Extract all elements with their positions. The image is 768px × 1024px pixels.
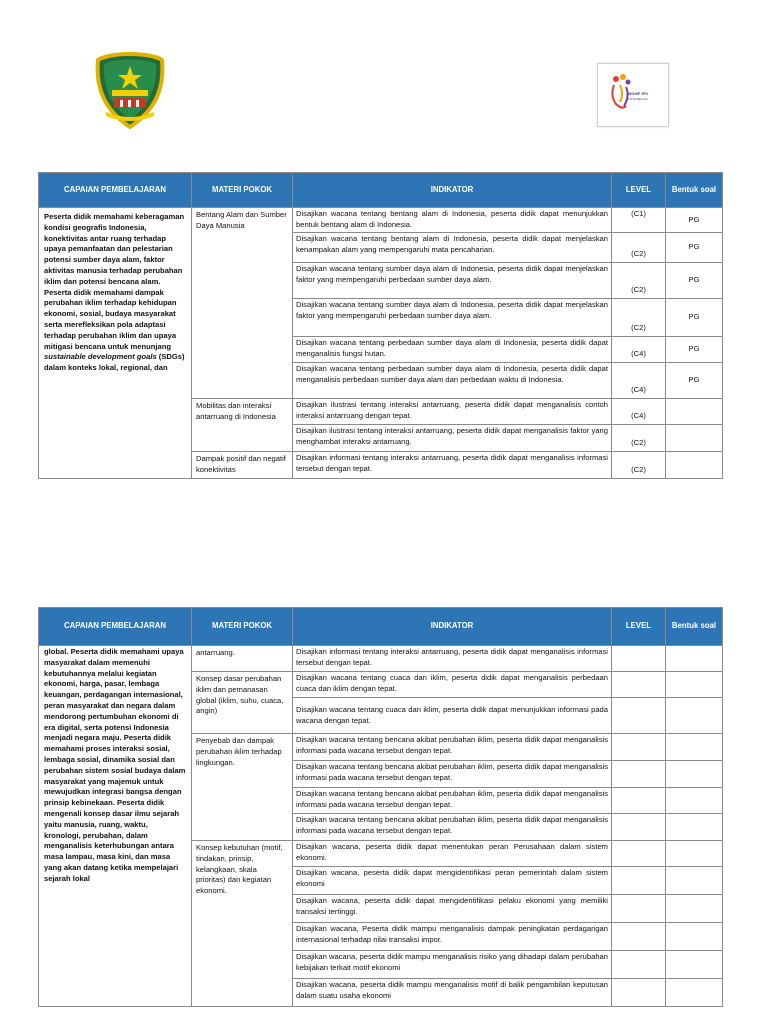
capaian-pembelajaran-cell: Peserta didik memahami keberagaman kondisi geografis Indonesia, konektivitas antar ruang terhadap upaya pemanfaatan dan pelestarian potensi sumber daya alam, faktor aktivitas manusia terhadap perubahan iklim dan potensi bencana alam. Peserta didik memahami dampak perubahan iklim terhadap kehidupan ekonomi, sosial, budaya masyarakat serta merefleksikan pola adaptasi terhadap perubahan iklim dan upaya mitigasi bencana untuk menunjang sustainable development goals (SDGs) dalam konteks lokal, regional, dan [39,208,192,479]
bentuk-soal-cell: PG [666,363,723,399]
level-cell [612,646,666,672]
level-cell [612,814,666,841]
bentuk-soal-cell [666,923,723,951]
materi-pokok-cell: Dampak positif dan negatif konektivitas [192,452,293,479]
indikator-cell: Disajikan wacana tentang bencana akibat perubahan iklim, peserta didik dapat menganalisis informasi pada wacana tersebut dengan tepat. [293,761,612,788]
bentuk-soal-cell: PG [666,208,723,233]
level-cell [612,672,666,698]
indikator-cell: Disajikan wacana tentang bentang alam di Indonesia, peserta didik dapat menjelaskan kenampakan alam yang mempengaruhi mata pencaharian. [293,233,612,263]
logo-title: MGMP IPS [628,91,648,96]
header-capaian: CAPAIAN PEMBELAJARAN [39,173,192,208]
indikator-cell: Disajikan wacana, peserta didik dapat mengidentifikasi pelaku ekonomi yang memiliki transaksi tertinggi. [293,895,612,923]
bentuk-soal-cell [666,788,723,814]
indikator-cell: Disajikan wacana tentang cuaca dan iklim, peserta didik dapat menunjukkan informasi pada wacana dengan tepat. [293,698,612,734]
materi-pokok-cell: Konsep kebutuhan (motif, tindakan, prinsip, kelangkaan, skala prioritas) dan kegiatan ekonomi. [192,841,293,1007]
bentuk-soal-cell [666,425,723,452]
level-cell [612,979,666,1007]
capaian-pembelajaran-cell: global. Peserta didik memahami upaya masyarakat dalam memenuhi kebutuhannya melalui kegiatan ekonomi, harga, pasar, lembaga keuangan, perdagangan internasional, peran masyarakat dan negara dalam mendorong pertumbuhan ekonomi di era digital, serta potensi Indonesia menjadi negara maju. Peserta didik memahami proses interaksi sosial, lembaga sosial, dinamika sosial dan perubahan sistem sosial budaya dalam masyarakat yang majemuk untuk mewujudkan integrasi bangsa dengan prinsip kebinekaan. Peserta didik mengenali konsep dasar ilmu sejarah yaitu manusia, ruang, waktu, kronologi, perubahan, dalam menganalisis keterhubungan antara masa lampau, masa kini, dan masa yang akan datang ketika mempelajari sejarah lokal [39,646,192,1007]
header-bentuk-soal: Bentuk soal [666,608,723,646]
level-cell [612,761,666,788]
materi-pokok-cell: Penyebab dan dampak perubahan iklim terhadap lingkungan. [192,734,293,841]
bentuk-soal-cell: PG [666,233,723,263]
header-bentuk-soal: Bentuk soal [666,173,723,208]
bentuk-soal-cell [666,672,723,698]
indikator-cell: Disajikan informasi tentang interaksi antarruang, peserta didik dapat menganalisis informasi tersebut dengan tepat. [293,452,612,479]
table-row [39,208,723,233]
indikator-cell: Disajikan wacana tentang cuaca dan iklim, peserta didik dapat menganalisis perbedaan cuaca dan iklim dengan tepat. [293,672,612,698]
header-indikator: INDIKATOR [293,608,612,646]
header-materi: MATERI POKOK [192,608,293,646]
header-capaian: CAPAIAN PEMBELAJARAN [39,608,192,646]
indikator-cell: Disajikan wacana, peserta didik mampu menganalisis risiko yang dihadapi dalam perubahan kebijakan terkait motif ekonomi [293,951,612,979]
logo-subtitle: KOTA BEKASI [628,97,648,101]
level-cell: (C2) [612,263,666,299]
level-cell: (C2) [612,233,666,263]
indikator-cell: Disajikan wacana tentang sumber daya alam di Indonesia, peserta didik dapat menjelaskan faktor yang mempengaruhi perbedaan sumber daya alam. [293,263,612,299]
materi-pokok-cell: antarruang. [192,646,293,672]
bentuk-soal-cell [666,698,723,734]
bentuk-soal-cell: PG [666,299,723,337]
level-cell [612,788,666,814]
indikator-cell: Disajikan wacana, peserta didik dapat menentukan peran Perusahaan dalam sistem ekonomi. [293,841,612,867]
table-header-row [39,173,723,208]
materi-pokok-cell: Mobilitas dan interaksi antarruang di Indonesia [192,399,293,452]
bentuk-soal-cell [666,399,723,425]
indikator-cell: Disajikan wacana tentang bencana akibat perubahan iklim, peserta didik dapat menganalisis informasi pada wacana tersebut dengan tepat. [293,734,612,761]
indikator-cell: Disajikan ilustrasi tentang interaksi antarruang, peserta didik dapat menganalisis faktor yang menghambat interaksi antarruang. [293,425,612,452]
indikator-cell: Disajikan wacana tentang bencana akibat perubahan iklim, peserta didik dapat menganalisis informasi pada wacana tersebut dengan tepat. [293,814,612,841]
table-row [39,646,723,672]
header-materi: MATERI POKOK [192,173,293,208]
level-cell: (C2) [612,425,666,452]
bentuk-soal-cell [666,452,723,479]
level-cell [612,698,666,734]
kisi-kisi-table-2 [38,607,723,1007]
indikator-cell: Disajikan wacana, Peserta didik mampu menganalisis dampak peningkatan perdagangan internasional terhadap nilai transaksi impor. [293,923,612,951]
indikator-cell: Disajikan wacana tentang bentang alam di Indonesia, peserta didik dapat menunjukkan bentuk bentang alam di Indonesia. [293,208,612,233]
indikator-cell: Disajikan wacana, peserta didik dapat mengidentifikasi peran pemerintah dalam sistem ekonomi [293,867,612,895]
bentuk-soal-cell [666,979,723,1007]
mgmp-ips-logo [597,63,669,127]
indikator-cell: Disajikan wacana, peserta didik mampu menganalisis motif di balik pengambilan keputusan dalam suatu usaha ekonomi [293,979,612,1007]
header-level: LEVEL [612,173,666,208]
bentuk-soal-cell [666,814,723,841]
bentuk-soal-cell [666,646,723,672]
indikator-cell: Disajikan wacana tentang perbedaan sumber daya alam di Indonesia, peserta didik dapat menganalisis perbedaan sumber daya alam dan perbedaan waktu di Indonesia. [293,363,612,399]
indikator-cell: Disajikan wacana tentang sumber daya alam di Indonesia, peserta didik dapat menjelaskan faktor yang mempengaruhi perbedaan sumber daya alam. [293,299,612,337]
bentuk-soal-cell: PG [666,263,723,299]
level-cell: (C2) [612,299,666,337]
materi-pokok-cell: Konsep dasar perubahan iklim dan pemanasan global (iklim, suhu, cuaca, angin) [192,672,293,734]
kisi-kisi-table-1 [38,172,723,479]
level-cell: (C4) [612,399,666,425]
indikator-cell: Disajikan wacana tentang perbedaan sumber daya alam di Indonesia, peserta didik dapat menganalisis fungsi hutan. [293,337,612,363]
level-cell: (C4) [612,337,666,363]
indikator-cell: Disajikan informasi tentang interaksi antarruang, peserta didik dapat menganalisis informasi tersebut dengan tepat. [293,646,612,672]
level-cell [612,895,666,923]
bentuk-soal-cell [666,895,723,923]
level-cell [612,841,666,867]
city-crest-logo [90,52,170,132]
bentuk-soal-cell [666,951,723,979]
bentuk-soal-cell [666,841,723,867]
bentuk-soal-cell [666,734,723,761]
level-cell: (C1) [612,208,666,233]
indikator-cell: Disajikan wacana tentang bencana akibat perubahan iklim, peserta didik dapat menganalisis informasi pada wacana tersebut dengan tepat. [293,788,612,814]
header-level: LEVEL [612,608,666,646]
bentuk-soal-cell: PG [666,337,723,363]
table-header-row [39,608,723,646]
materi-pokok-cell: Bentang Alam dan Sumber Daya Manusia [192,208,293,399]
level-cell [612,734,666,761]
level-cell [612,867,666,895]
level-cell [612,923,666,951]
level-cell [612,951,666,979]
level-cell: (C4) [612,363,666,399]
bentuk-soal-cell [666,867,723,895]
level-cell: (C2) [612,452,666,479]
bentuk-soal-cell [666,761,723,788]
header-indikator: INDIKATOR [293,173,612,208]
indikator-cell: Disajikan ilustrasi tentang interaksi antarruang, peserta didik dapat menganalisis contoh interaksi antarruang dengan tepat. [293,399,612,425]
